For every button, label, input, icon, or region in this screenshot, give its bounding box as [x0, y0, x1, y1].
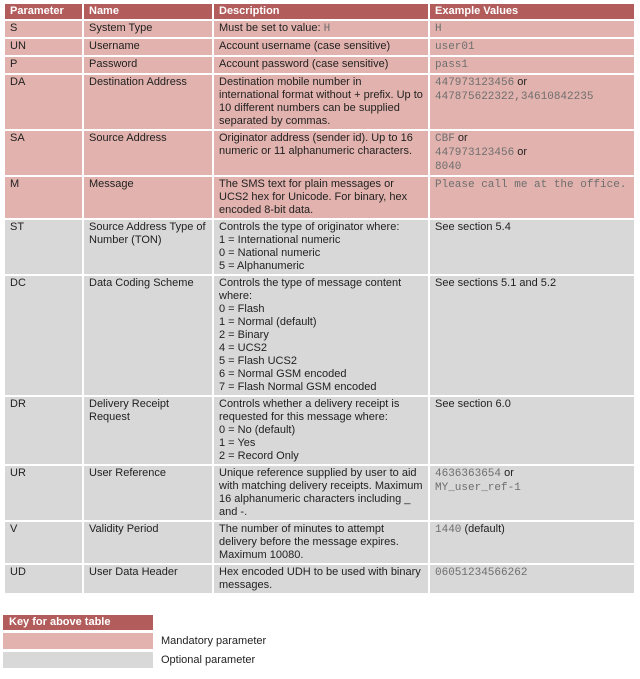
param-cell: UR	[4, 465, 83, 521]
table-row-un	[4, 38, 635, 56]
name-cell: Data Coding Scheme	[83, 275, 213, 396]
example-cell	[429, 130, 635, 176]
text-line	[219, 523, 423, 562]
mono-value: 447973123456	[435, 77, 515, 89]
text-line	[219, 260, 423, 273]
text-segment: The number of minutes to attempt delivery before the message expires. Maximum 10080.	[219, 523, 399, 561]
col-header-description: Description	[213, 3, 429, 20]
table-row-ud	[4, 564, 635, 594]
description-cell	[213, 219, 429, 275]
param-cell: UD	[4, 564, 83, 594]
text-line	[435, 398, 629, 411]
text-line	[219, 40, 423, 53]
name-cell: User Reference	[83, 465, 213, 521]
text-line	[219, 22, 423, 36]
name-cell: System Type	[83, 20, 213, 38]
table-row-sa	[4, 130, 635, 176]
text-line	[435, 277, 629, 290]
mandatory-color-swatch	[3, 633, 153, 649]
mono-value: 447973123456	[435, 147, 515, 159]
text-line	[435, 566, 629, 580]
example-cell	[429, 38, 635, 56]
mono-value: 4636363654	[435, 468, 502, 480]
name-cell: Source Address	[83, 130, 213, 176]
example-cell	[429, 465, 635, 521]
text-segment: 2 = Binary	[219, 329, 269, 341]
example-cell	[429, 176, 635, 219]
text-line	[219, 342, 423, 355]
name-cell: Delivery Receipt Request	[83, 396, 213, 465]
param-cell: M	[4, 176, 83, 219]
key-header: Key for above table	[3, 615, 153, 630]
text-line	[219, 424, 423, 437]
text-segment: Destination mobile number in international format without + prefix. Up to 10 different numbers can be supplied separated by commas.	[219, 76, 423, 127]
mono-value: H	[323, 23, 331, 35]
example-cell	[429, 396, 635, 465]
text-segment: See section 5.4	[435, 221, 511, 233]
param-cell: V	[4, 521, 83, 564]
text-segment: 1 = International numeric	[219, 234, 341, 246]
text-line	[435, 90, 629, 104]
text-line	[219, 247, 423, 260]
example-cell	[429, 275, 635, 396]
text-line	[219, 178, 423, 217]
description-cell	[213, 38, 429, 56]
text-segment: or	[501, 467, 514, 479]
text-segment: (default)	[461, 523, 505, 535]
name-cell: Username	[83, 38, 213, 56]
table-row-ur	[4, 465, 635, 521]
text-segment: The SMS text for plain messages or UCS2 hex for Unicode. For binary, hex encoded 8-bit data.	[219, 178, 408, 216]
table-row-v	[4, 521, 635, 564]
table-row-st	[4, 219, 635, 275]
param-cell: SA	[4, 130, 83, 176]
text-segment: 0 = No (default)	[219, 424, 296, 436]
text-line	[435, 481, 629, 495]
parameter-table-header	[4, 3, 635, 20]
text-line	[219, 76, 423, 128]
text-segment: 0 = Flash	[219, 303, 265, 315]
text-segment: 7 = Flash Normal GSM encoded	[219, 381, 377, 393]
text-line	[219, 355, 423, 368]
mono-value: 1440	[435, 524, 462, 536]
text-segment: 1 = Yes	[219, 437, 256, 449]
text-line	[435, 76, 629, 90]
text-line	[219, 277, 423, 303]
text-segment: or	[514, 146, 528, 158]
example-cell	[429, 74, 635, 130]
text-segment: Unique reference supplied by user to aid with matching delivery receipts. Maximum 16 alphanumeric characters including _ and -.	[219, 467, 423, 518]
text-line	[219, 398, 423, 424]
example-cell	[429, 219, 635, 275]
description-cell	[213, 176, 429, 219]
text-segment: Originator address (sender id). Up to 16 numeric or 11 alphanumeric characters.	[219, 132, 413, 157]
text-line	[435, 132, 629, 146]
name-cell: Password	[83, 56, 213, 74]
text-line	[219, 467, 423, 519]
mono-value: CBF	[435, 133, 455, 145]
example-cell	[429, 56, 635, 74]
text-segment: 5 = Flash UCS2	[219, 355, 297, 367]
text-segment: 0 = National numeric	[219, 247, 321, 259]
mono-value: pass1	[435, 59, 469, 71]
text-segment: Hex encoded UDH to be used with binary messages.	[219, 566, 421, 591]
text-line	[435, 467, 629, 481]
text-line	[219, 132, 423, 158]
text-segment: Must be set to value:	[219, 22, 324, 34]
optional-key-label: Optional parameter	[161, 654, 256, 666]
description-cell	[213, 74, 429, 130]
mono-value: 06051234566262	[435, 567, 528, 579]
text-segment: Account username (case sensitive)	[219, 40, 391, 52]
text-line	[435, 178, 629, 192]
text-line	[219, 58, 423, 71]
text-segment: See section 6.0	[435, 398, 511, 410]
text-line	[219, 566, 423, 592]
table-row-p	[4, 56, 635, 74]
mono-value: Please call me at the office.	[435, 179, 627, 191]
key-row-optional	[3, 652, 637, 668]
text-line	[219, 303, 423, 316]
table-row-s	[4, 20, 635, 38]
mono-value: H	[435, 23, 442, 35]
text-segment: Controls whether a delivery receipt is requested for this message where:	[219, 398, 400, 423]
text-line	[219, 437, 423, 450]
text-line	[219, 450, 423, 463]
description-cell	[213, 465, 429, 521]
param-cell: DC	[4, 275, 83, 396]
text-segment: 5 = Alphanumeric	[219, 260, 305, 272]
col-header-parameter: Parameter	[4, 3, 83, 20]
text-segment: Account password (case sensitive)	[219, 58, 389, 70]
mono-value: user01	[435, 41, 475, 53]
text-line	[435, 22, 629, 36]
description-cell	[213, 521, 429, 564]
description-cell	[213, 20, 429, 38]
text-line	[435, 160, 629, 174]
text-segment: or	[454, 132, 468, 144]
example-cell	[429, 564, 635, 594]
text-segment: Controls the type of originator where:	[219, 221, 400, 233]
name-cell: Source Address Type of Number (TON)	[83, 219, 213, 275]
text-segment: See sections 5.1 and 5.2	[435, 277, 557, 289]
key-row-mandatory	[3, 633, 637, 649]
text-line	[219, 234, 423, 247]
text-line	[219, 368, 423, 381]
description-cell	[213, 130, 429, 176]
mono-value: 8040	[435, 161, 462, 173]
mono-value: MY_user_ref-1	[435, 482, 521, 494]
param-cell: DA	[4, 74, 83, 130]
text-segment: 1 = Normal (default)	[219, 316, 317, 328]
text-line	[219, 221, 423, 234]
table-row-dc	[4, 275, 635, 396]
table-row-m	[4, 176, 635, 219]
param-cell: DR	[4, 396, 83, 465]
text-segment: 4 = UCS2	[219, 342, 267, 354]
mono-value: 447875622322,34610842235	[435, 91, 594, 103]
param-cell: P	[4, 56, 83, 74]
description-cell	[213, 275, 429, 396]
param-cell: ST	[4, 219, 83, 275]
col-header-example-values: Example Values	[429, 3, 635, 20]
name-cell: User Data Header	[83, 564, 213, 594]
param-cell: UN	[4, 38, 83, 56]
name-cell: Validity Period	[83, 521, 213, 564]
description-cell	[213, 564, 429, 594]
text-segment: 6 = Normal GSM encoded	[219, 368, 347, 380]
text-line	[219, 329, 423, 342]
param-cell: S	[4, 20, 83, 38]
example-cell	[429, 20, 635, 38]
name-cell: Destination Address	[83, 74, 213, 130]
description-cell	[213, 56, 429, 74]
text-segment: Controls the type of message content where:	[219, 277, 402, 302]
description-cell	[213, 396, 429, 465]
text-segment: or	[514, 76, 528, 88]
key-section	[3, 615, 637, 668]
example-cell	[429, 521, 635, 564]
name-cell: Message	[83, 176, 213, 219]
text-line	[435, 58, 629, 72]
parameter-table-body	[4, 20, 635, 594]
table-row-dr	[4, 396, 635, 465]
text-segment: 2 = Record Only	[219, 450, 299, 462]
text-line	[435, 523, 629, 537]
text-line	[219, 316, 423, 329]
text-line	[435, 221, 629, 234]
table-row-da	[4, 74, 635, 130]
text-line	[435, 40, 629, 54]
parameter-table	[3, 2, 636, 595]
header-row	[4, 3, 635, 20]
mandatory-key-label: Mandatory parameter	[161, 635, 267, 647]
text-line	[435, 146, 629, 160]
text-line	[219, 381, 423, 394]
col-header-name: Name	[83, 3, 213, 20]
optional-color-swatch	[3, 652, 153, 668]
